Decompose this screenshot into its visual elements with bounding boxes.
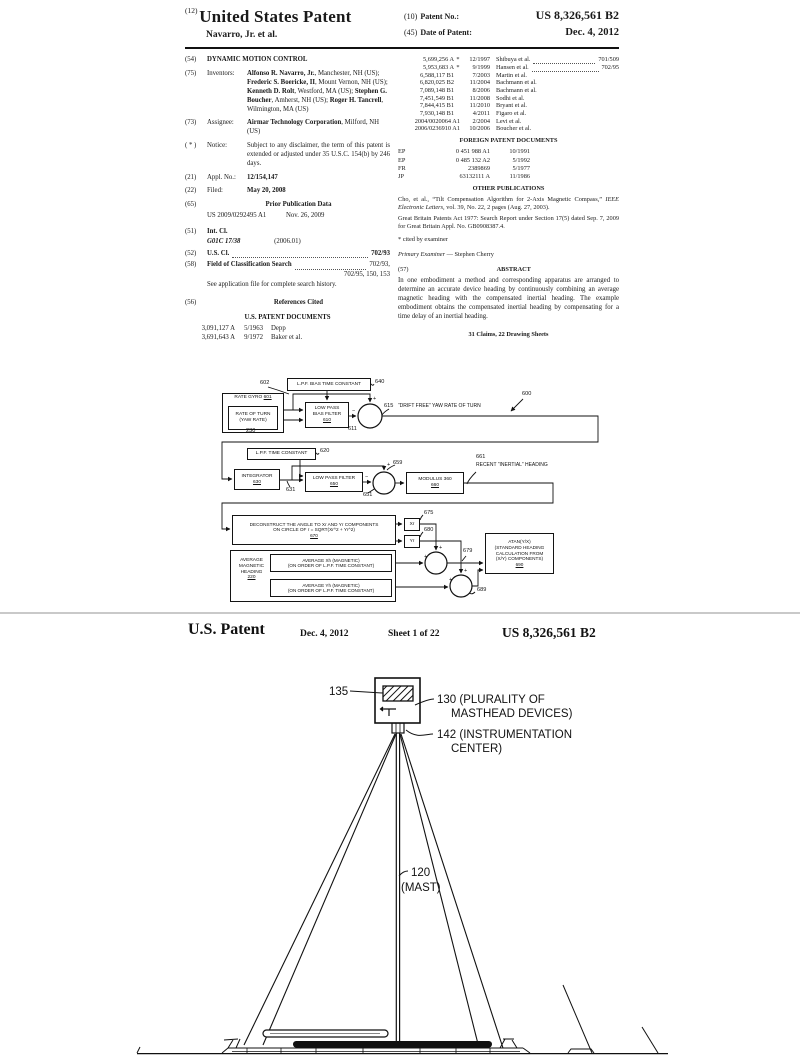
patent-front-page xyxy=(185,6,619,342)
ref-numeral-631: 631 xyxy=(286,487,296,493)
reference-row xyxy=(398,102,619,110)
box-label: Yr xyxy=(409,538,415,544)
ref-date: 12/1997 xyxy=(469,56,490,64)
ref-number: 3,691,643 A xyxy=(201,333,235,341)
box-label: HEADING xyxy=(240,569,263,575)
field-number: (52) xyxy=(185,249,197,257)
foreign-country: EP xyxy=(398,156,406,164)
ref-star xyxy=(454,102,462,110)
box-label: MODULUS 360 xyxy=(418,477,452,483)
box-lpf-bias-time-constant xyxy=(287,378,371,391)
ref-star xyxy=(454,95,462,103)
patent-no-label: Patent No.: xyxy=(420,12,459,21)
foreign-country: JP xyxy=(398,172,404,180)
prior-pub-number: US 2009/0292495 A1 xyxy=(207,212,267,220)
spacer xyxy=(185,271,207,280)
prior-pub-data xyxy=(207,212,390,221)
uscl-value: 702/93 xyxy=(371,249,390,257)
right-column xyxy=(398,56,619,342)
ref-party: Depp xyxy=(271,325,286,333)
two-column-body xyxy=(185,56,619,342)
ref-numeral: 660 xyxy=(430,483,439,488)
ref-date: 7/2003 xyxy=(472,71,490,79)
dot-leader xyxy=(532,66,599,72)
field-number: (45) xyxy=(404,27,418,37)
hull-rub-rail xyxy=(293,1041,492,1048)
patent-header xyxy=(185,6,619,49)
inventor-location: , Mount Vernon, NH (US); xyxy=(315,79,388,87)
sheet-header-sheet-no: Sheet 1 of 22 xyxy=(388,629,440,639)
ref-party: Hansen et al. xyxy=(496,64,529,72)
examiner-name: — Stephen Cherry xyxy=(445,250,494,258)
filed-value: May 20, 2008 xyxy=(247,187,286,195)
sheet-header-title: U.S. Patent xyxy=(188,621,265,638)
ref-numeral-230: 230 xyxy=(246,428,256,434)
plus-sign: + xyxy=(449,577,453,583)
ref-number: 7,089,148 B1 xyxy=(419,87,454,95)
masthead-device-135 xyxy=(383,686,413,701)
ref-numeral: 690 xyxy=(515,561,524,567)
box-rate-gyro xyxy=(222,393,284,433)
foreign-row xyxy=(398,173,619,181)
inventor-location: , Manchester, NH (US); xyxy=(314,70,380,78)
ref-star: * xyxy=(456,56,460,64)
recent-inertial-heading-label: RECENT “INERTIAL” HEADING xyxy=(476,462,548,468)
ref-numeral-651: 651 xyxy=(363,492,373,498)
foreign-country: EP xyxy=(398,148,406,156)
ref-date: 2/2004 xyxy=(472,117,490,125)
prior-pub-title: Prior Publication Data xyxy=(265,201,332,209)
ref-party: Shibuya et al. xyxy=(496,56,531,64)
pub-journal: IEEE Electronic Letters, xyxy=(398,196,619,212)
reference-row xyxy=(398,95,619,103)
pub-text: vol. 39, No. 22, 2 pages (Aug. 27, 2003). xyxy=(444,204,550,212)
publication-2: Great Britain Patents Act 1977: Search Report under Section 17(5) dated Sep. 7, 2009 for Great Britain Appl. No. GB0908387.4. xyxy=(398,215,619,231)
box-label: LOW PASS xyxy=(314,406,340,412)
ref-date: 10/2006 xyxy=(469,125,490,133)
box-label: DECONSTRUCT THE ANGLE TO Xr AND Yr COMPONENTS xyxy=(249,521,379,527)
ref-date: 8/2006 xyxy=(472,87,490,95)
foreign-number: 0 485 132 A2 xyxy=(455,156,490,164)
ref-numeral-675: 675 xyxy=(424,510,434,516)
ref-party: Bachmann et al. xyxy=(496,79,537,87)
field-search-value: 702/93, xyxy=(369,261,390,269)
ref-number: 7,930,148 B1 xyxy=(419,110,454,118)
ref-date: 4/2011 xyxy=(472,110,490,118)
ref-numeral-640: 640 xyxy=(375,379,385,385)
field-number: (56) xyxy=(185,298,197,306)
box-label: AVERAGE xyxy=(240,558,263,563)
ref-number: 3,091,127 A xyxy=(201,325,235,333)
reference-row xyxy=(398,110,619,118)
label-120-mast: (MAST) xyxy=(401,882,441,894)
field-search-note: See application file for complete search history. xyxy=(207,281,337,288)
other-publications-title: OTHER PUBLICATIONS xyxy=(472,185,545,193)
box-label: CALCULATION FROM xyxy=(495,550,544,556)
box-label: (ON ORDER OF L.P.F. TIME CONSTANT) xyxy=(287,588,375,593)
ref-number: 2006/0236910 A1 xyxy=(414,125,460,133)
foreign-date: 10/1991 xyxy=(509,148,530,156)
masthead-box xyxy=(375,678,420,723)
reference-row xyxy=(398,56,619,64)
label-135: 135 xyxy=(329,686,349,698)
field-number: (21) xyxy=(185,173,197,181)
ref-date: 11/2004 xyxy=(469,79,490,87)
hull-and-deck xyxy=(137,1030,668,1054)
intcl-version: (2006.01) xyxy=(274,237,301,245)
dot-leader xyxy=(533,58,595,64)
ref-numeral-659: 659 xyxy=(393,460,403,466)
ref-star xyxy=(454,110,462,118)
ref-date: 9/1999 xyxy=(472,64,490,72)
foreign-row xyxy=(398,157,619,165)
ref-number: 6,588,117 B1 xyxy=(420,71,454,79)
ref-date: 9/1972 xyxy=(244,333,263,341)
ref-numeral-661: 661 xyxy=(476,454,486,460)
abstract-title: ABSTRACT xyxy=(496,265,531,273)
notice-label: Notice: xyxy=(207,142,228,150)
sheet-header-patent-no: US 8,326,561 B2 xyxy=(502,625,596,640)
ref-class: 701/509 xyxy=(598,56,619,64)
field-number: (51) xyxy=(185,227,197,235)
patent-number: US 8,326,561 B2 xyxy=(535,8,619,22)
intcl-label: Int. Cl. xyxy=(207,227,228,235)
field-number: (10) xyxy=(404,12,418,21)
box-atan-heading-calc xyxy=(485,533,554,574)
sailboat-figure xyxy=(0,655,800,1060)
box-integrator xyxy=(234,469,280,490)
pub-text: Cho, et al., “Tilt Compensation Algorithm for 2-Axis Magnetic Compass,” xyxy=(398,196,603,204)
box-rate-of-turn xyxy=(228,406,278,430)
foreign-number: 0 451 988 A1 xyxy=(455,148,490,156)
publication-1 xyxy=(398,196,619,212)
invention-title: DYNAMIC MOTION CONTROL xyxy=(207,56,308,64)
field-number: (22) xyxy=(185,187,197,195)
box-lpf-time-constant xyxy=(247,448,316,460)
box-low-pass-bias-filter xyxy=(305,402,349,428)
reference-row xyxy=(398,87,619,95)
ref-party: Sodhi et al. xyxy=(496,94,525,102)
reference-row xyxy=(398,118,619,126)
foreign-date: 11/1986 xyxy=(509,172,530,180)
minus-sign: − xyxy=(352,408,356,414)
dot-leader xyxy=(295,264,367,270)
field-number: (58) xyxy=(185,261,197,269)
label-142-line1: 142 (INSTRUMENTATION xyxy=(437,729,573,741)
ref-date: 11/2010 xyxy=(469,102,490,110)
field-number: (65) xyxy=(185,201,197,209)
reference-row xyxy=(398,72,619,80)
reference-row xyxy=(185,334,390,342)
label-142-line2: CENTER) xyxy=(451,743,503,755)
ref-date: 5/1963 xyxy=(244,325,263,333)
ref-numeral: 220 xyxy=(247,575,256,581)
box-label: ON CIRCLE OF r = SQRT(Xr^2 + Yr^2) xyxy=(273,527,355,533)
label-130-line2: MASTHEAD DEVICES) xyxy=(451,708,573,720)
ref-date: 11/2008 xyxy=(469,94,490,102)
ref-numeral-611: 611 xyxy=(348,426,357,432)
box-low-pass-filter xyxy=(305,472,363,492)
inventor-name: Frederic S. Boericke, II xyxy=(247,79,316,87)
references-title: References Cited xyxy=(273,298,324,306)
inventor-byline: Navarro, Jr. et al. xyxy=(206,30,278,41)
spacer xyxy=(185,281,207,290)
box-label: MAGNETIC xyxy=(238,563,265,569)
ref-number: 5,699,256 A xyxy=(423,56,454,64)
appl-no-label: Appl. No.: xyxy=(207,173,236,181)
us-patent-documents-title: U.S. PATENT DOCUMENTS xyxy=(244,313,331,321)
foreign-number: 2389869 xyxy=(467,164,490,172)
sheet-header-date: Dec. 4, 2012 xyxy=(300,629,349,639)
field-number: (54) xyxy=(185,56,197,64)
drift-free-label: “DRIFT FREE” YAW RATE OF TURN xyxy=(398,403,481,409)
inventor-name: Kenneth D. Rolt xyxy=(247,87,295,95)
foreign-date: 5/1992 xyxy=(512,156,530,164)
abstract-header xyxy=(398,266,619,274)
box-label: (ON ORDER OF L.P.F. TIME CONSTANT) xyxy=(287,563,375,568)
foreign-number: 63132111 A xyxy=(459,172,490,180)
inventor-location: , Westford, MA (US); xyxy=(294,87,355,95)
uscl-label: U.S. Cl. xyxy=(207,249,230,257)
uscl-row xyxy=(207,250,390,259)
ref-numeral-689: 689 xyxy=(477,587,487,593)
inventor-name: Alfonso R. Navarro, Jr. xyxy=(247,70,315,78)
ref-party: Levi et al. xyxy=(496,117,522,125)
box-average-yh xyxy=(270,579,392,597)
ref-party: Boucher et al. xyxy=(496,125,532,133)
ref-party: Bryant et al. xyxy=(496,102,527,110)
ref-number: 6,820,025 B2 xyxy=(419,79,454,87)
field-number: ( * ) xyxy=(185,142,197,150)
dot-leader xyxy=(232,252,368,258)
ref-number: 2004/0020064 A1 xyxy=(414,117,460,125)
ref-numeral-602: 602 xyxy=(260,380,270,386)
field-number: (75) xyxy=(185,70,197,78)
ref-number: 7,451,549 B1 xyxy=(419,94,454,102)
reference-row xyxy=(398,125,619,133)
ref-numeral-620: 620 xyxy=(320,448,330,454)
ref-numeral: 630 xyxy=(252,479,261,485)
ref-star: * xyxy=(456,64,460,72)
rigging-lines xyxy=(244,723,658,1053)
foreign-date: 5/1977 xyxy=(512,164,530,172)
ref-star xyxy=(454,79,462,87)
box-average-xh xyxy=(270,554,392,572)
ref-numeral: 601 xyxy=(263,395,272,400)
assignee-name: Airmar Technology Corporation xyxy=(247,119,342,127)
ref-numeral-680: 680 xyxy=(424,527,434,533)
inventor-location: , Amherst, NH (US); xyxy=(271,96,330,104)
box-deconstruct-angle xyxy=(232,515,396,545)
flow-diagram xyxy=(0,372,800,615)
box-label: (YAW RATE) xyxy=(239,418,267,423)
foreign-country: FR xyxy=(398,164,406,172)
field-search-value-2: 702/95, 150, 153 xyxy=(343,271,390,279)
filed-label: Filed: xyxy=(207,187,223,195)
intcl-value xyxy=(207,238,390,247)
inventors-list xyxy=(247,70,390,114)
inventors-label: Inventors: xyxy=(207,70,235,78)
ref-number: 7,844,415 B1 xyxy=(419,102,454,110)
avg-heading-label xyxy=(233,558,270,581)
field-number: (73) xyxy=(185,119,197,127)
ref-party: Bachmann et al. xyxy=(496,87,537,95)
foreign-documents-title: FOREIGN PATENT DOCUMENTS xyxy=(459,137,558,145)
appl-no-value: 12/154,147 xyxy=(247,173,278,181)
box-label: ATAN(Y/X) xyxy=(508,539,531,545)
plus-sign: + xyxy=(464,568,468,574)
date-label: Date of Patent: xyxy=(420,27,472,37)
header-left xyxy=(185,6,351,41)
field-number: (57) xyxy=(398,265,409,273)
spacer xyxy=(185,212,207,221)
ref-numeral: 610 xyxy=(322,417,331,423)
box-title xyxy=(223,395,283,401)
label-130-line1: 130 (PLURALITY OF xyxy=(437,694,545,706)
field-search-label: Field of Classification Search xyxy=(207,261,292,269)
left-column xyxy=(185,56,390,342)
box-yr-component xyxy=(404,535,420,548)
ref-number: 5,953,683 A xyxy=(423,64,454,72)
box-label: RATE GYRO xyxy=(234,395,263,400)
intcl-class: G01C 17/38 xyxy=(207,237,241,245)
box-average-magnetic-heading xyxy=(230,550,396,602)
ref-numeral-679: 679 xyxy=(463,548,473,554)
box-label: INTEGRATOR xyxy=(241,473,273,479)
patent-date: Dec. 4, 2012 xyxy=(565,26,619,38)
ref-star xyxy=(454,72,462,80)
box-label: AVERAGE Yh (MAGNETIC) xyxy=(302,582,360,588)
abstract-text: In one embodiment a method and corresponding apparatus are arranged to determine an accurate device heading by continuously combining an average magnetic heading with the compensated inertial heading. The example embodiment obtains the compensated inertial heading by compensating for a time delay of an inertial heading. xyxy=(398,276,619,320)
plus-sign: + xyxy=(387,462,391,468)
notice-text: Subject to any disclaimer, the term of this patent is extended or adjusted under 35 U.S.C. 154(b) by 246 days. xyxy=(247,142,390,167)
cited-by-examiner: * cited by examiner xyxy=(398,236,448,244)
page-title: United States Patent xyxy=(199,7,352,26)
box-label: RATE OF TURN xyxy=(235,412,271,418)
inventor-location: , Wilmington, MA (US) xyxy=(247,96,384,113)
minus-sign: − xyxy=(365,474,369,480)
field-search-row xyxy=(207,261,390,270)
foreign-row xyxy=(398,148,619,156)
claims-line: 31 Claims, 22 Drawing Sheets xyxy=(468,330,549,338)
ref-party: Martin et al. xyxy=(496,71,527,79)
inventor-name: Stephen G. Boucher xyxy=(247,87,387,104)
ref-numeral: 670 xyxy=(310,532,318,538)
ref-party: Figaro et al. xyxy=(496,110,527,118)
plus-sign: + xyxy=(439,545,443,551)
box-label: AVERAGE Xh (MAGNETIC) xyxy=(302,557,360,563)
box-label: L.P.F. BIAS TIME CONSTANT xyxy=(297,381,361,387)
reference-row xyxy=(185,325,390,333)
page-separator xyxy=(0,612,800,614)
foreign-row xyxy=(398,165,619,173)
label-120: 120 xyxy=(411,867,431,879)
assignee-label: Assignee: xyxy=(207,119,234,127)
inventor-name: Roger H. Tancrell xyxy=(329,96,382,104)
prior-pub-date: Nov. 26, 2009 xyxy=(286,212,325,220)
reference-row xyxy=(398,64,619,72)
plus-sign: + xyxy=(373,396,377,402)
examiner-label: Primary Examiner xyxy=(398,250,446,258)
box-modulus-360 xyxy=(406,472,464,494)
ref-numeral-615: 615 xyxy=(384,403,394,409)
examiner-row xyxy=(398,251,619,259)
box-label: LOW PASS FILTER xyxy=(312,476,356,482)
reference-row xyxy=(398,79,619,87)
plus-sign: + xyxy=(424,554,428,560)
ref-numeral: 650 xyxy=(329,482,338,487)
box-label: BIAS FILTER xyxy=(312,412,342,418)
assignee-location: , Milford, NH (US) xyxy=(247,119,380,136)
ref-party: Baker et al. xyxy=(271,333,303,341)
box-label: Xr xyxy=(409,521,415,527)
assignee-value xyxy=(247,119,390,137)
header-right xyxy=(404,6,619,41)
spacer xyxy=(185,238,207,247)
ref-class: 702/95 xyxy=(601,64,619,72)
kind-code: (12) xyxy=(185,6,198,15)
box-label: (STANDARD HEADING xyxy=(494,545,545,551)
box-label: L.P.F. TIME CONSTANT xyxy=(255,451,308,457)
box-label: (X/Y) COMPONENTS) xyxy=(495,556,544,562)
ref-star xyxy=(454,87,462,95)
box-xr-component xyxy=(404,518,420,531)
ref-numeral-600: 600 xyxy=(522,391,532,397)
